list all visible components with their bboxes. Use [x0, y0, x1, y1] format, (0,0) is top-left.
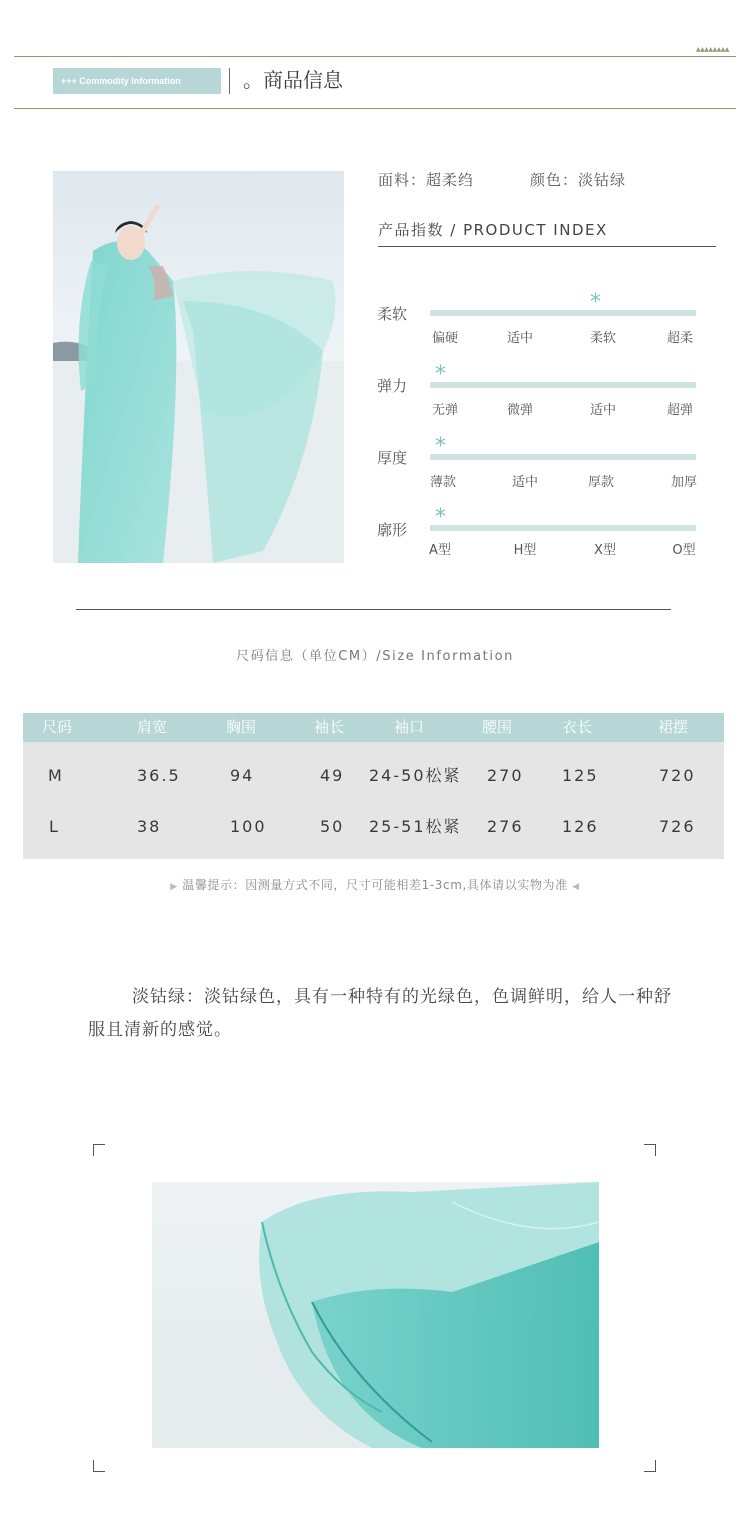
- size-info-title: 尺码信息（单位CM）/Size Information: [236, 649, 514, 664]
- tip-right-arrow-icon: ◀: [572, 882, 580, 892]
- size-table-cell: 270: [487, 766, 524, 785]
- frame-corner-bottom-right: [644, 1460, 656, 1472]
- frame-corner-top-right: [644, 1144, 656, 1156]
- attr-silhouette-bar: [430, 525, 696, 531]
- attr-thickness-option: 适中: [511, 475, 538, 490]
- fabric-label: 面料：超柔绉: [378, 171, 475, 189]
- header-bottom-line: [14, 108, 736, 109]
- product-index-title: 产品指数 / PRODUCT INDEX: [378, 221, 608, 239]
- attr-softness-option: 柔软: [589, 331, 616, 346]
- size-table-cell: 94: [230, 766, 255, 785]
- size-table-cell: 25-51松紧: [369, 817, 462, 836]
- attr-silhouette-option: X型: [594, 543, 616, 558]
- fabric-detail-graphic: [152, 1182, 599, 1448]
- section-divider: [76, 609, 671, 610]
- header-top-line: [14, 56, 736, 57]
- fabric-detail-photo: [152, 1182, 599, 1448]
- attr-thickness-marker-icon: *: [435, 434, 446, 459]
- attr-elasticity-option: 微弹: [506, 403, 533, 418]
- tip-left-arrow-icon: ▶: [170, 882, 178, 892]
- commodity-info-badge: +++ Commodity Information: [53, 68, 221, 94]
- attr-thickness-name: 厚度: [377, 449, 408, 467]
- size-table-cell: M: [48, 766, 64, 785]
- attr-thickness-option: 薄款: [429, 475, 456, 490]
- product-index-underline: [378, 246, 716, 247]
- size-table-header: [23, 713, 724, 742]
- tip-text: 温馨提示：因测量方式不同，尺寸可能相差1-3cm,具体请以实物为准: [182, 878, 568, 892]
- attr-elasticity-marker-icon: *: [435, 362, 446, 387]
- size-table-cell: 36.5: [137, 766, 181, 785]
- attr-softness-option: 偏硬: [431, 331, 458, 346]
- page-title: [243, 66, 343, 94]
- attr-softness-marker-icon: *: [590, 290, 601, 315]
- size-table-column-header: 袖口: [394, 718, 425, 736]
- size-table-column-header: 袖长: [314, 718, 345, 736]
- attr-softness-name: 柔软: [377, 305, 408, 323]
- size-table-cell: L: [49, 817, 60, 836]
- title-dot: 。: [243, 68, 263, 92]
- color-label: 颜色：淡钴绿: [530, 171, 627, 189]
- model-photo: [53, 171, 344, 563]
- size-table-column-header: 裙摆: [658, 718, 689, 736]
- attr-thickness-option: 加厚: [670, 475, 697, 490]
- size-table-column-header: 肩宽: [137, 718, 168, 736]
- size-tip: [0, 876, 750, 896]
- attr-elasticity-name: 弹力: [377, 377, 408, 395]
- size-table-cell: 24-50松紧: [369, 766, 462, 785]
- size-table-body: [23, 742, 724, 859]
- header-ornament: ▲▲▲▲▲▲▲▲: [696, 46, 729, 53]
- size-table-cell: 125: [562, 766, 599, 785]
- size-table-column-header: 衣长: [562, 718, 593, 736]
- attr-softness-bar: [430, 310, 696, 316]
- size-table-cell: 726: [659, 817, 696, 836]
- color-description: 淡钴绿：淡钴绿色，具有一种特有的光绿色，色调鲜明，给人一种舒服且清新的感觉。: [88, 987, 672, 1040]
- attr-thickness-option: 厚款: [587, 475, 614, 490]
- size-table-cell: 720: [659, 766, 696, 785]
- attr-elasticity-option: 无弹: [431, 403, 458, 418]
- size-table-cell: 38: [137, 817, 162, 836]
- size-table-cell: 50: [320, 817, 345, 836]
- attr-silhouette-option: H型: [513, 543, 537, 558]
- size-table-cell: 100: [230, 817, 267, 836]
- model-photo-graphic: [53, 171, 344, 563]
- frame-corner-bottom-left: [93, 1460, 105, 1472]
- size-table-column-header: 腰围: [482, 718, 513, 736]
- size-table-cell: 126: [562, 817, 599, 836]
- attr-elasticity-option: 超弹: [666, 403, 693, 418]
- frame-corner-top-left: [93, 1144, 105, 1156]
- header-divider: [229, 68, 230, 94]
- title-text: 商品信息: [263, 68, 343, 92]
- attr-silhouette-option: A型: [429, 543, 451, 558]
- attr-softness-option: 适中: [506, 331, 533, 346]
- attr-elasticity-bar: [430, 382, 696, 388]
- attr-thickness-bar: [430, 454, 696, 460]
- attr-silhouette-option: O型: [672, 543, 696, 558]
- attr-elasticity-option: 适中: [589, 403, 616, 418]
- attr-silhouette-name: 廓形: [377, 521, 408, 539]
- size-table-cell: 49: [320, 766, 345, 785]
- size-table-column-header: 尺码: [42, 718, 73, 736]
- size-table-cell: 276: [487, 817, 524, 836]
- attr-silhouette-marker-icon: *: [435, 505, 446, 530]
- size-table-column-header: 胸围: [226, 718, 257, 736]
- attr-softness-option: 超柔: [666, 331, 693, 346]
